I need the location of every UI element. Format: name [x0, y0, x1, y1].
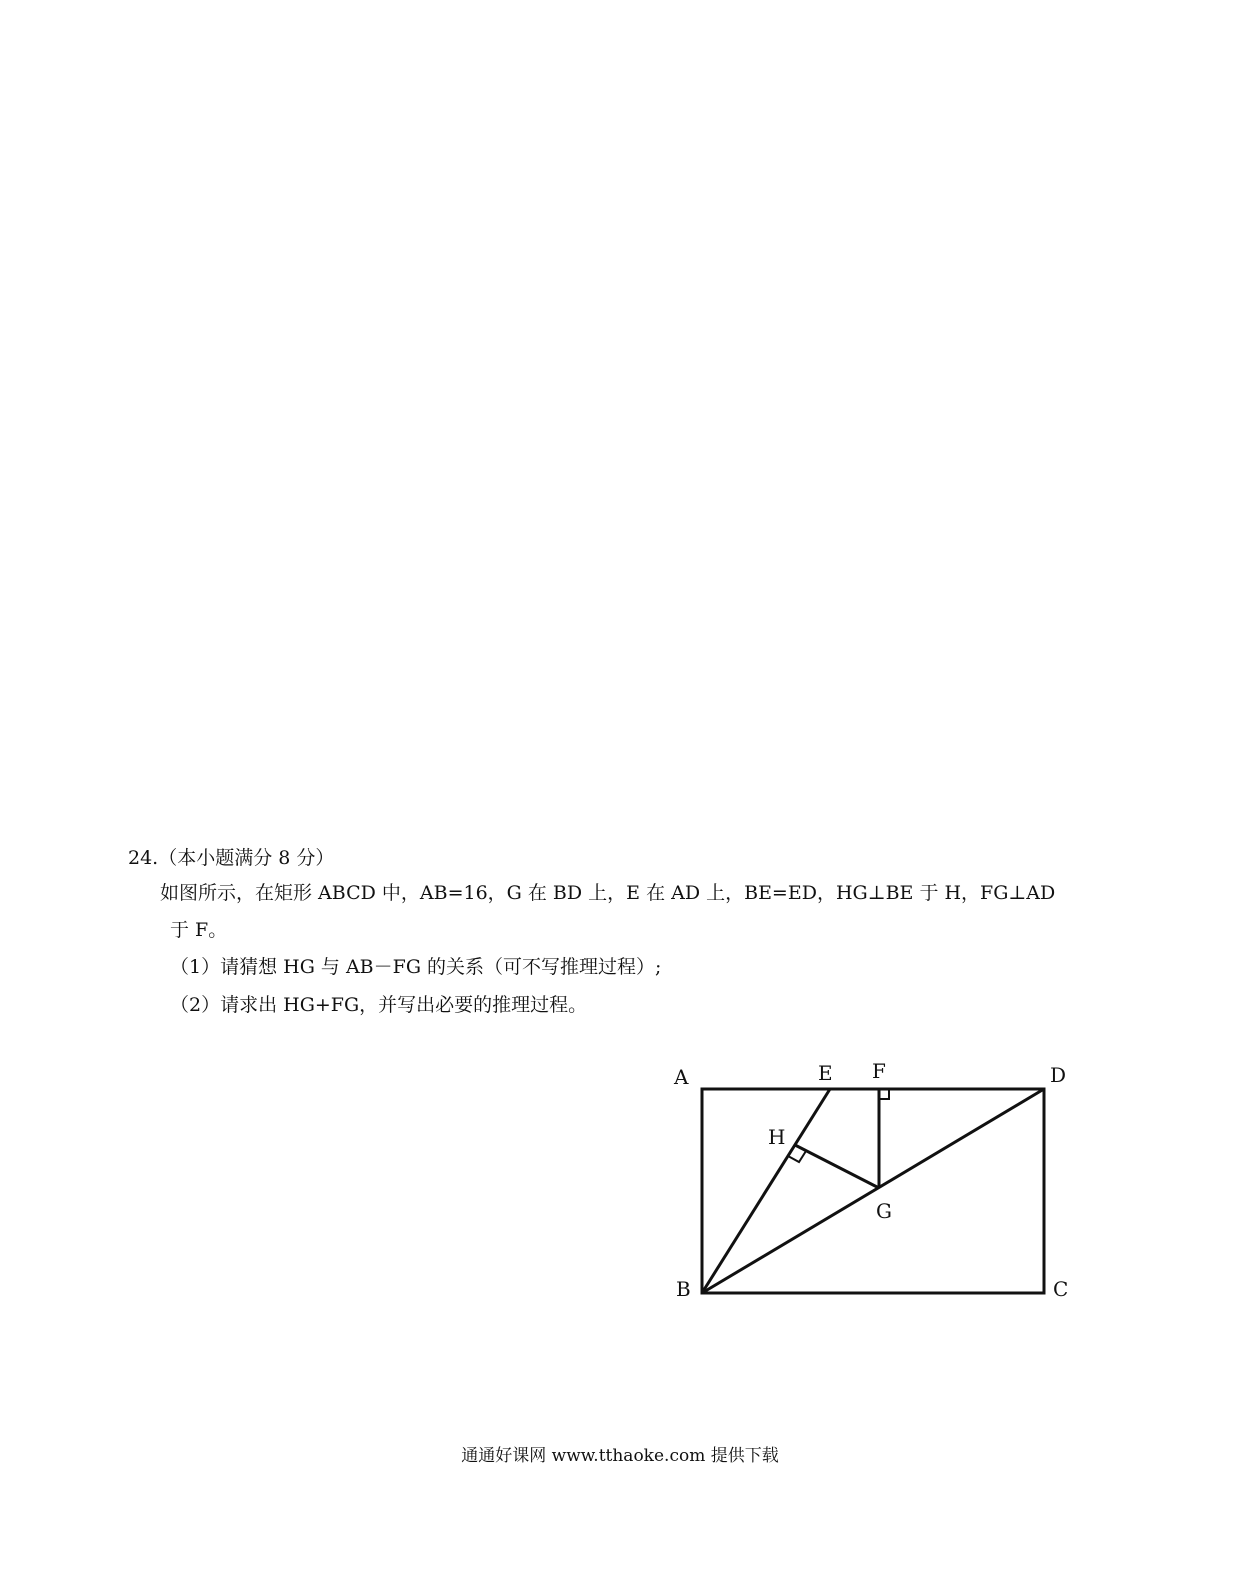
question-heading-text: 24.（本小题满分 8 分） — [128, 847, 335, 869]
diagonal-bd — [702, 1089, 1044, 1293]
question-stem-line2: 于 F。 — [170, 919, 228, 941]
label-a: A — [674, 1065, 689, 1089]
question-part1: （1）请猜想 HG 与 AB－FG 的关系（可不写推理过程）; — [170, 956, 662, 978]
label-d: D — [1050, 1063, 1067, 1087]
page-footer: 通通好课网 www.tthaoke.com 提供下载 — [461, 1446, 779, 1466]
segment-hg — [795, 1145, 879, 1188]
segment-be — [702, 1089, 830, 1293]
label-h: H — [768, 1125, 786, 1149]
question-stem-line1: 如图所示，在矩形 ABCD 中，AB=16，G 在 BD 上，E 在 AD 上，BE=ED，HG⊥BE 于 H，FG⊥AD — [160, 882, 1056, 904]
label-e: E — [818, 1061, 833, 1085]
label-f: F — [872, 1059, 886, 1083]
label-c: C — [1053, 1277, 1069, 1301]
question-part2: （2）请求出 HG+FG，并写出必要的推理过程。 — [170, 994, 588, 1016]
label-b: B — [676, 1277, 691, 1301]
label-g: G — [876, 1199, 892, 1223]
geometry-figure — [660, 1050, 1100, 1310]
